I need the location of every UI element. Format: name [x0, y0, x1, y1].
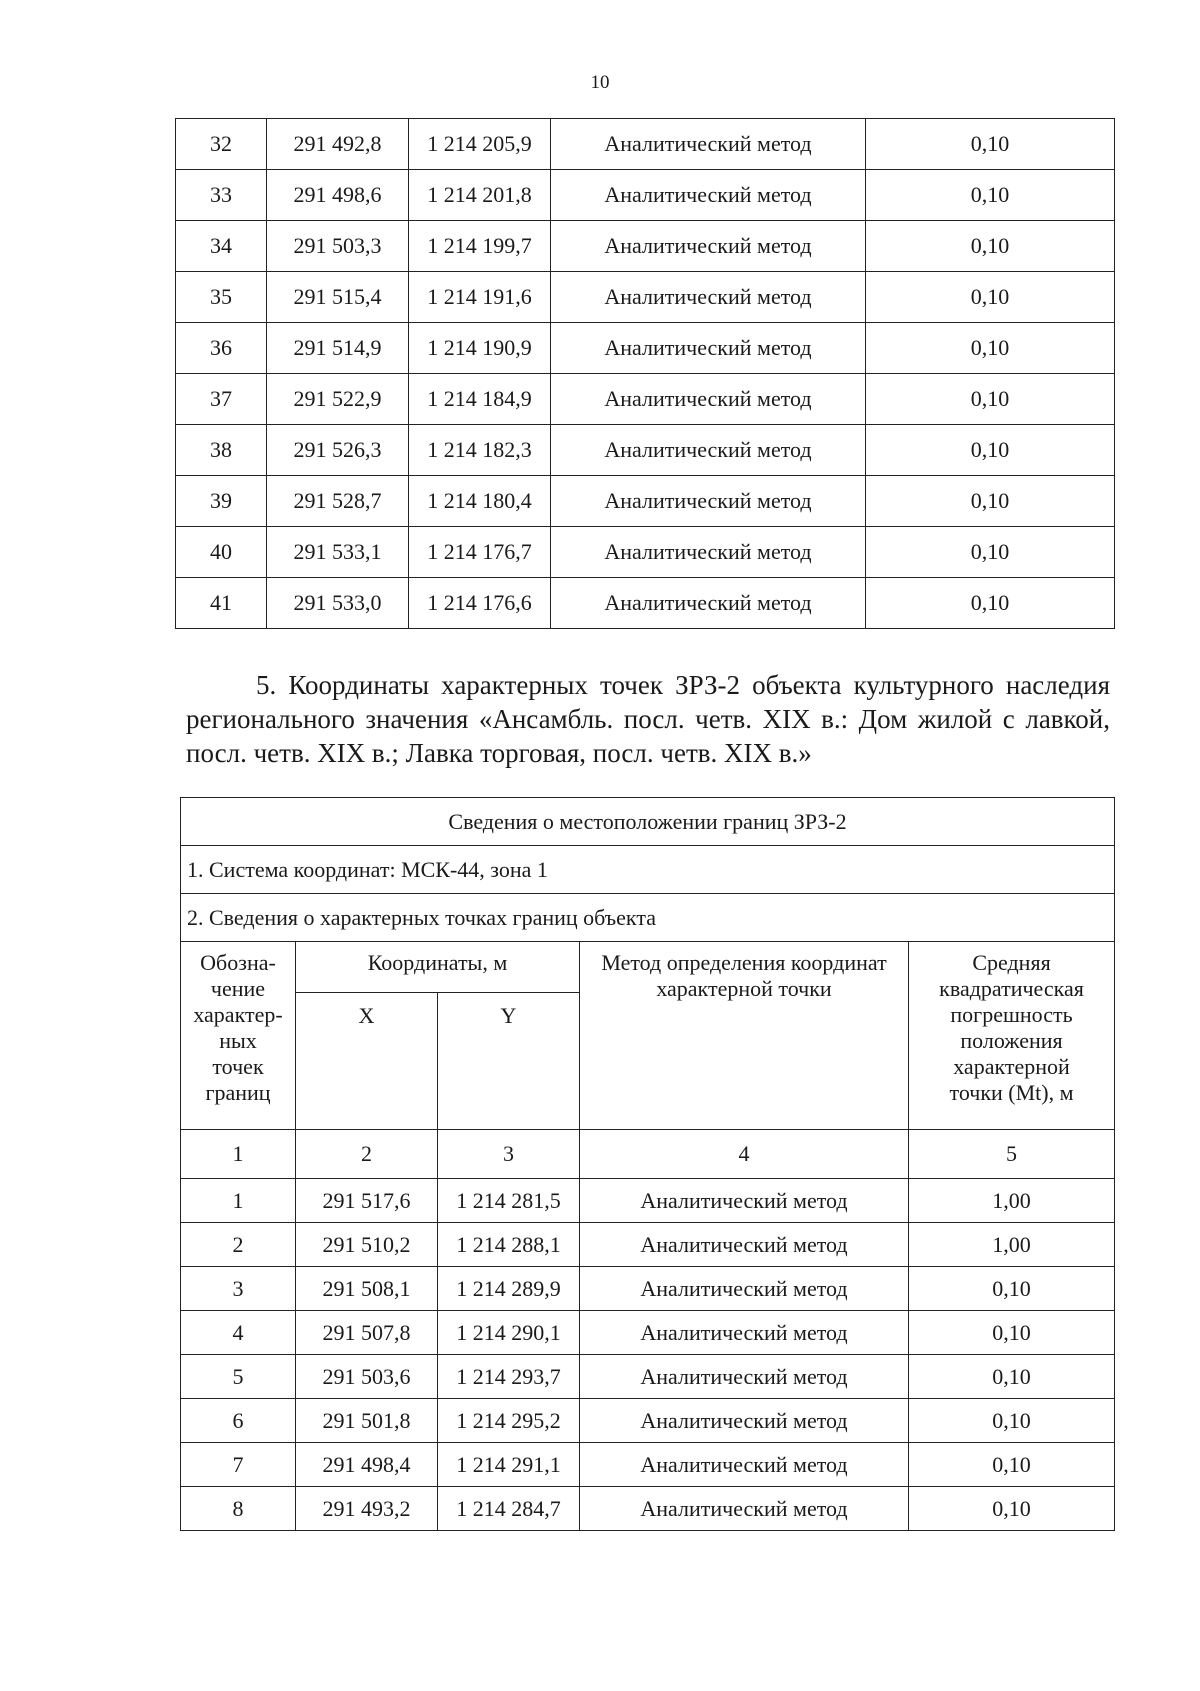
y-coordinate-cell: 1 214 180,4: [409, 476, 551, 527]
zrz2-table-body: [181, 798, 1115, 1531]
table-row: [176, 170, 1115, 221]
y-coordinate-cell: 1 214 182,3: [409, 425, 551, 476]
coordinate-system: 1. Система координат: МСК-44, зона 1: [181, 846, 1115, 894]
table-title-row: [181, 798, 1115, 846]
accuracy-cell: 0,10: [909, 1487, 1115, 1531]
x-coordinate-cell: 291 501,8: [296, 1399, 438, 1443]
table-title: Сведения о местоположении границ ЗРЗ-2: [181, 798, 1115, 846]
y-coordinate-cell: 1 214 190,9: [409, 323, 551, 374]
coordinates-table-continued: [175, 118, 1115, 629]
x-coordinate-cell: 291 515,4: [267, 272, 409, 323]
point-number-cell: 2: [181, 1223, 296, 1267]
method-cell: Аналитический метод: [580, 1399, 909, 1443]
table-row: [176, 323, 1115, 374]
y-header: Y: [438, 993, 580, 1130]
method-cell: Аналитический метод: [580, 1267, 909, 1311]
point-number-cell: 33: [176, 170, 267, 221]
method-cell: Аналитический метод: [551, 527, 866, 578]
y-coordinate-cell: 1 214 293,7: [438, 1355, 580, 1399]
point-number-cell: 32: [176, 119, 267, 170]
x-coordinate-cell: 291 517,6: [296, 1179, 438, 1223]
y-coordinate-cell: 1 214 289,9: [438, 1267, 580, 1311]
table-row: [176, 578, 1115, 629]
x-coordinate-cell: 291 526,3: [267, 425, 409, 476]
designation-header: Обозна- чение характер- ных точек границ: [181, 942, 296, 1130]
y-coordinate-cell: 1 214 284,7: [438, 1487, 580, 1531]
method-cell: Аналитический метод: [580, 1355, 909, 1399]
point-number-cell: 41: [176, 578, 267, 629]
table-row: [181, 1487, 1115, 1531]
y-coordinate-cell: 1 214 176,6: [409, 578, 551, 629]
table-row: [181, 1311, 1115, 1355]
accuracy-cell: 1,00: [909, 1223, 1115, 1267]
point-number-cell: 37: [176, 374, 267, 425]
table-row: [176, 119, 1115, 170]
method-cell: Аналитический метод: [551, 578, 866, 629]
table-row: [181, 1267, 1115, 1311]
table-row: [176, 374, 1115, 425]
table-row: [181, 1399, 1115, 1443]
point-number-cell: 39: [176, 476, 267, 527]
column-number: 1: [181, 1130, 296, 1179]
y-coordinate-cell: 1 214 191,6: [409, 272, 551, 323]
method-cell: Аналитический метод: [580, 1487, 909, 1531]
method-cell: Аналитический метод: [551, 476, 866, 527]
y-coordinate-cell: 1 214 199,7: [409, 221, 551, 272]
points-info: 2. Сведения о характерных точках границ объекта: [181, 894, 1115, 942]
page-number: 10: [590, 72, 610, 93]
accuracy-header: Средняя квадратическая погрешность положения характерной точки (Mt), м: [909, 942, 1115, 1130]
accuracy-cell: 0,10: [909, 1399, 1115, 1443]
zrz2-boundaries-table: [180, 797, 1115, 1531]
table-row: [176, 425, 1115, 476]
accuracy-cell: 0,10: [866, 119, 1115, 170]
x-coordinate-cell: 291 492,8: [267, 119, 409, 170]
accuracy-cell: 0,10: [866, 374, 1115, 425]
accuracy-cell: 0,10: [866, 578, 1115, 629]
x-coordinate-cell: 291 522,9: [267, 374, 409, 425]
column-number: 5: [909, 1130, 1115, 1179]
table-row: [176, 221, 1115, 272]
x-coordinate-cell: 291 503,3: [267, 221, 409, 272]
x-coordinate-cell: 291 528,7: [267, 476, 409, 527]
x-coordinate-cell: 291 508,1: [296, 1267, 438, 1311]
table-row: [176, 272, 1115, 323]
point-number-cell: 34: [176, 221, 267, 272]
accuracy-cell: 0,10: [866, 221, 1115, 272]
x-coordinate-cell: 291 510,2: [296, 1223, 438, 1267]
method-cell: Аналитический метод: [551, 272, 866, 323]
point-number-cell: 1: [181, 1179, 296, 1223]
column-number: 2: [296, 1130, 438, 1179]
x-coordinate-cell: 291 498,6: [267, 170, 409, 221]
y-coordinate-cell: 1 214 295,2: [438, 1399, 580, 1443]
table-row: [181, 1223, 1115, 1267]
points-info-row: [181, 894, 1115, 942]
point-number-cell: 8: [181, 1487, 296, 1531]
y-coordinate-cell: 1 214 281,5: [438, 1179, 580, 1223]
point-number-cell: 38: [176, 425, 267, 476]
coordinates-table-body: [176, 119, 1115, 629]
table-row: [181, 1443, 1115, 1487]
section-heading: 5. Координаты характерных точек ЗРЗ-2 объекта культурного наследия регионального значения «Ансамбль. посл. четв. XIX в.: Дом жилой с лавкой, посл. четв. XIX в.; Лавка торговая, посл. четв. XIX в.»: [186, 670, 1110, 768]
accuracy-cell: 0,10: [866, 527, 1115, 578]
table-row: [181, 1355, 1115, 1399]
method-cell: Аналитический метод: [551, 425, 866, 476]
header-row: [181, 942, 1115, 993]
accuracy-cell: 0,10: [909, 1355, 1115, 1399]
method-cell: Аналитический метод: [580, 1223, 909, 1267]
accuracy-cell: 0,10: [866, 323, 1115, 374]
accuracy-cell: 0,10: [909, 1267, 1115, 1311]
point-number-cell: 40: [176, 527, 267, 578]
method-cell: Аналитический метод: [551, 323, 866, 374]
accuracy-cell: 0,10: [909, 1443, 1115, 1487]
x-coordinate-cell: 291 503,6: [296, 1355, 438, 1399]
accuracy-cell: 0,10: [866, 476, 1115, 527]
method-cell: Аналитический метод: [551, 374, 866, 425]
point-number-cell: 35: [176, 272, 267, 323]
x-coordinate-cell: 291 533,1: [267, 527, 409, 578]
y-coordinate-cell: 1 214 291,1: [438, 1443, 580, 1487]
point-number-cell: 36: [176, 323, 267, 374]
method-cell: Аналитический метод: [551, 119, 866, 170]
point-number-cell: 7: [181, 1443, 296, 1487]
y-coordinate-cell: 1 214 176,7: [409, 527, 551, 578]
point-number-cell: 5: [181, 1355, 296, 1399]
method-cell: Аналитический метод: [580, 1311, 909, 1355]
accuracy-cell: 0,10: [909, 1311, 1115, 1355]
table-row: [181, 1179, 1115, 1223]
accuracy-cell: 0,10: [866, 425, 1115, 476]
method-cell: Аналитический метод: [551, 170, 866, 221]
x-coordinate-cell: 291 514,9: [267, 323, 409, 374]
x-header: X: [296, 993, 438, 1130]
y-coordinate-cell: 1 214 184,9: [409, 374, 551, 425]
y-coordinate-cell: 1 214 288,1: [438, 1223, 580, 1267]
coordinates-header: Координаты, м: [296, 942, 580, 993]
y-coordinate-cell: 1 214 201,8: [409, 170, 551, 221]
x-coordinate-cell: 291 507,8: [296, 1311, 438, 1355]
method-header: Метод определения координат характерной точки: [580, 942, 909, 1130]
column-number: 4: [580, 1130, 909, 1179]
method-cell: Аналитический метод: [580, 1179, 909, 1223]
point-number-cell: 4: [181, 1311, 296, 1355]
method-cell: Аналитический метод: [551, 221, 866, 272]
point-number-cell: 3: [181, 1267, 296, 1311]
x-coordinate-cell: 291 533,0: [267, 578, 409, 629]
accuracy-cell: 1,00: [909, 1179, 1115, 1223]
accuracy-cell: 0,10: [866, 272, 1115, 323]
y-coordinate-cell: 1 214 205,9: [409, 119, 551, 170]
coordinate-system-row: [181, 846, 1115, 894]
column-number: 3: [438, 1130, 580, 1179]
point-number-cell: 6: [181, 1399, 296, 1443]
y-coordinate-cell: 1 214 290,1: [438, 1311, 580, 1355]
accuracy-cell: 0,10: [866, 170, 1115, 221]
table-row: [176, 527, 1115, 578]
method-cell: Аналитический метод: [580, 1443, 909, 1487]
table-row: [176, 476, 1115, 527]
x-coordinate-cell: 291 493,2: [296, 1487, 438, 1531]
column-numbers-row: [181, 1130, 1115, 1179]
x-coordinate-cell: 291 498,4: [296, 1443, 438, 1487]
